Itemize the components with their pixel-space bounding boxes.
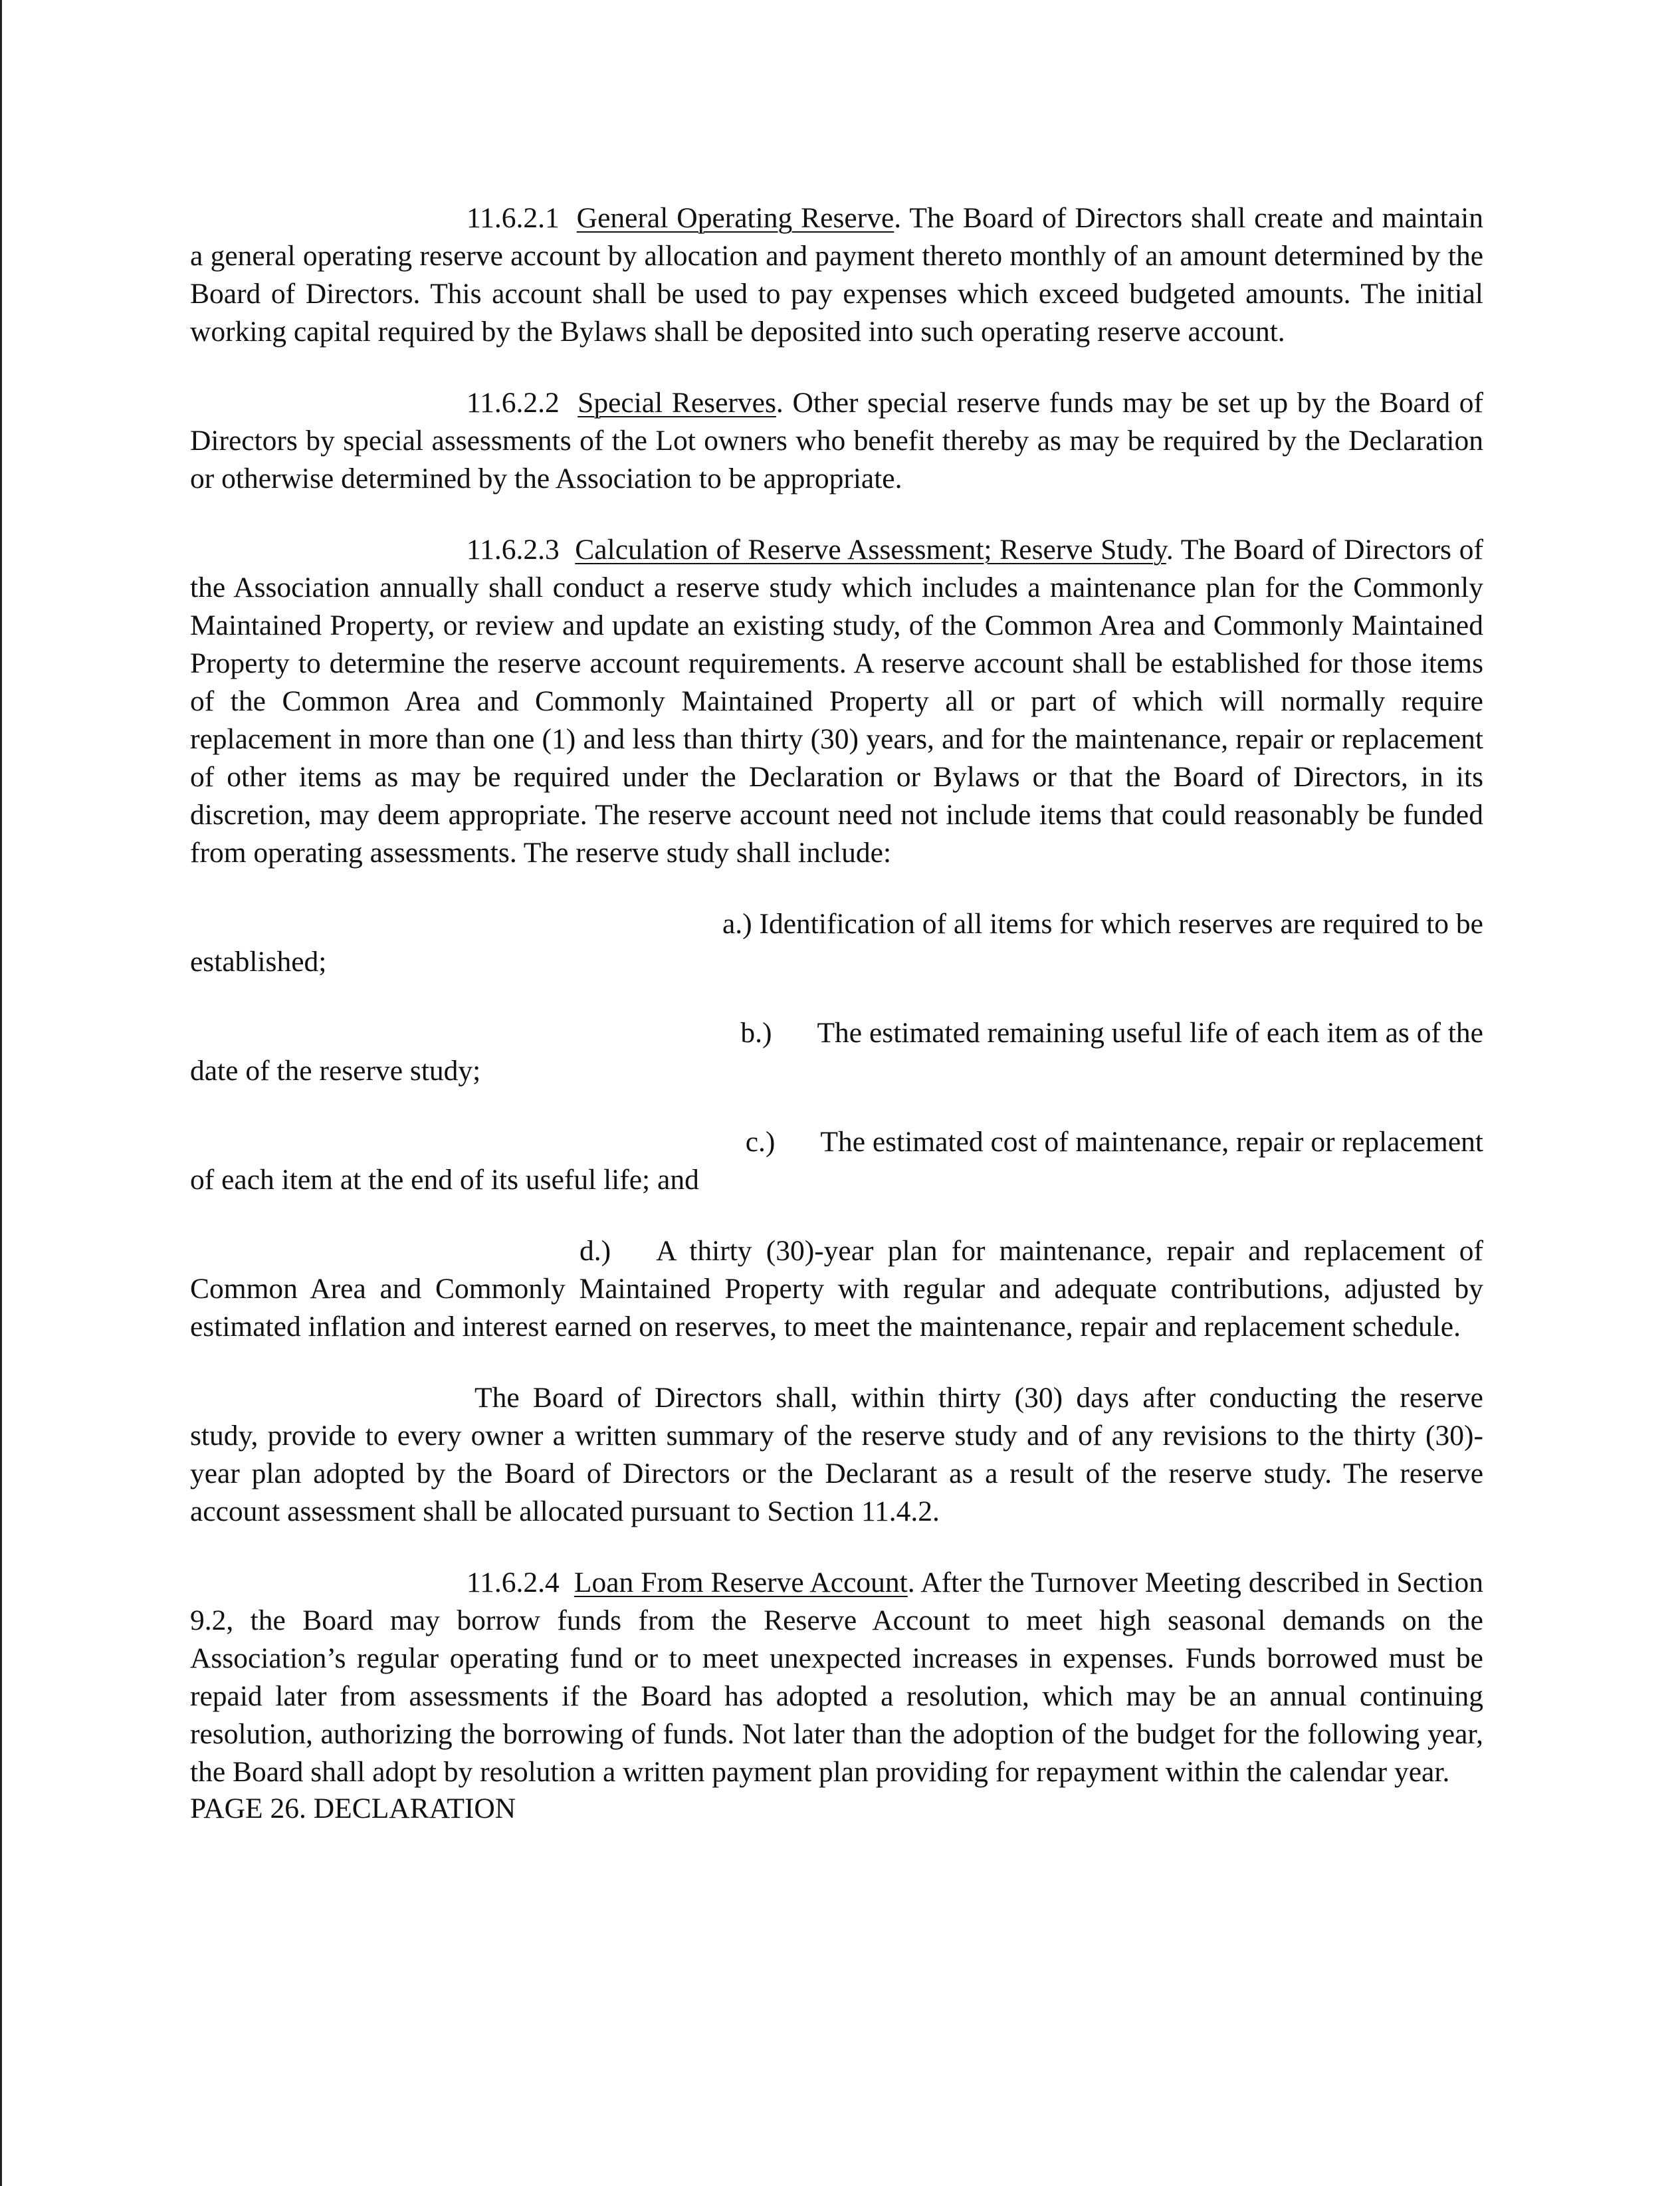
section-number: 11.6.2.3 — [467, 534, 560, 566]
list-item-d — [190, 1232, 1483, 1346]
reserve-summary-paragraph — [190, 1379, 1483, 1531]
section-11-6-2-2 — [190, 384, 1483, 498]
document-page — [190, 199, 1483, 1828]
list-item-a — [190, 905, 1483, 981]
list-item-b — [190, 1014, 1483, 1090]
list-text-first-line: The estimated cost of maintenance, repair or replacement — [820, 1126, 1483, 1158]
section-number: 11.6.2.2 — [467, 387, 560, 419]
list-label: b.) — [740, 1017, 772, 1049]
section-11-6-2-4 — [190, 1564, 1483, 1791]
scan-left-edge — [0, 0, 2, 2186]
list-text-first-line: Identification of all items for which reserves are required to be — [759, 908, 1483, 940]
list-text-continuation: of each item at the end of its useful life; and — [190, 1164, 699, 1196]
section-heading: Loan From Reserve Account — [574, 1567, 908, 1598]
list-item-c — [190, 1123, 1483, 1199]
list-text-continuation: established; — [190, 946, 327, 978]
section-body: . Other special reserve funds may be set up by the Board of Directors by special assessments of the Lot owners who benefit thereby as may be required by the Declaration or otherwise determined by the Association to be appropriate. — [190, 387, 1483, 494]
section-body: . The Board of Directors shall create and maintain a general operating reserve account by allocation and payment thereto monthly of an amount determined by the Board of Directors. This account shall be used to pay expenses which exceed budgeted amounts. The initial working capital required by the Bylaws shall be deposited into such operating reserve account. — [190, 202, 1483, 348]
section-heading: Special Reserves — [578, 387, 776, 419]
section-body: . The Board of Directors of the Association annually shall conduct a reserve study which includes a maintenance plan for the Commonly Maintained Property, or review and update an existing study, of the Common Area and Commonly Maintained Property to determine the reserve account requirements. A reserve account shall be established for those items of the Common Area and Commonly Maintained Property all or part of which will normally require replacement in more than one (1) and less than thirty (30) years, and for the maintenance, repair or replacement of other items as may be required under the Declaration or Bylaws or that the Board of Directors, in its discretion, may deem appropriate. The reserve account need not include items that could reasonably be funded from operating assessments. The reserve study shall include: — [190, 534, 1483, 869]
list-text-continuation: replacement of Common Area and Commonly Maintained Property with regular and adequate contributions, adjusted by estimated inflation and interest earned on reserves, to meet the maintenance, repair and replacement schedule. — [190, 1235, 1483, 1343]
paragraph-body: The Board of Directors shall, within thirty (30) days after conducting the reserve study, provide to every owner a written summary of the reserve study and of any revisions to the thirty (30)-year plan adopted by the Board of Directors or the Declarant as a result of the reserve study. The reserve account assessment shall be allocated pursuant to Section 11.4.2. — [190, 1382, 1483, 1527]
section-11-6-2-3 — [190, 531, 1483, 872]
list-label: a.) — [722, 908, 752, 940]
section-heading: General Operating Reserve — [576, 202, 894, 234]
section-heading: Calculation of Reserve Assessment; Reserve Study — [575, 534, 1166, 566]
list-text-continuation: date of the reserve study; — [190, 1055, 481, 1087]
list-text-first-line: The estimated remaining useful life of each item as of the — [817, 1017, 1483, 1049]
list-text-first-line: A thirty (30)-year plan for maintenance, repair and — [656, 1235, 1290, 1267]
section-number: 11.6.2.4 — [467, 1567, 560, 1598]
section-body: . After the Turnover Meeting described in Section 9.2, the Board may borrow funds from the Reserve Account to meet high seasonal demands on the Association’s regular operating fund or to meet unexpected increases in expenses. Funds borrowed must be repaid later from assessments if the Board has adopted a resolution, which may be an annual continuing resolution, authorizing the borrowing of funds. Not later than the adoption of the budget for the following year, the Board shall adopt by resolution a written payment plan providing for repayment within the calendar year. — [190, 1567, 1483, 1788]
page-footer: PAGE 26. DECLARATION — [190, 1793, 516, 1824]
section-number: 11.6.2.1 — [467, 202, 560, 234]
section-11-6-2-1 — [190, 199, 1483, 351]
list-label: d.) — [579, 1235, 611, 1267]
list-label: c.) — [745, 1126, 776, 1158]
